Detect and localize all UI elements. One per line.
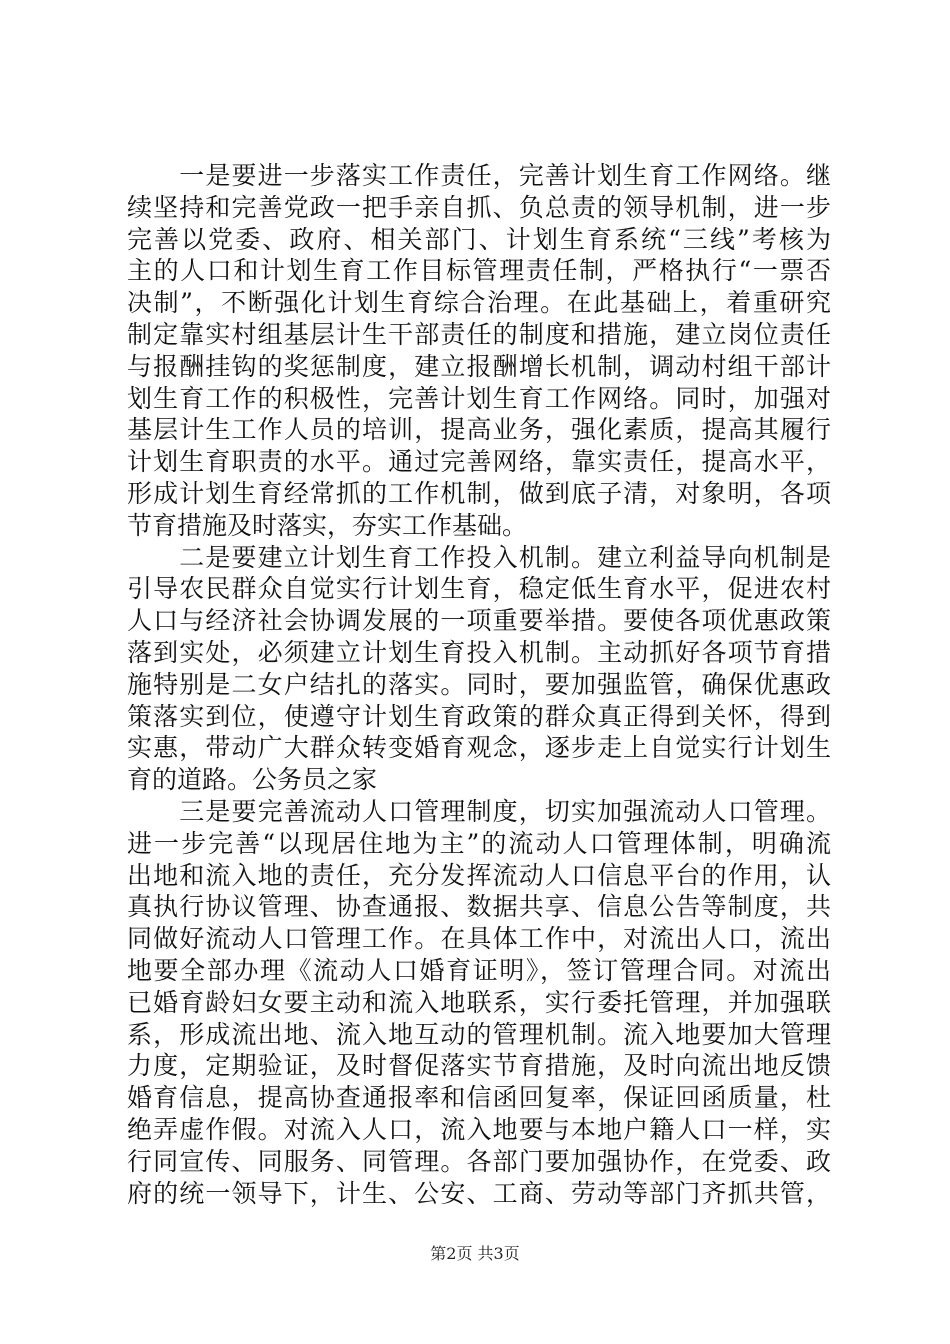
text-line: 与报酬挂钩的奖惩制度，建立报酬增长机制，调动村组干部计 bbox=[127, 351, 831, 381]
text-line: 主的人口和计划生育工作目标管理责任制，严格执行“一票否 bbox=[127, 256, 831, 286]
text-line: 婚育信息，提高协查通报率和信函回复率，保证回函质量，杜 bbox=[127, 1083, 831, 1113]
text-line: 行同宣传、同服务、同管理。各部门要加强协作，在党委、政 bbox=[127, 1146, 831, 1176]
text-line: 力度，定期验证，及时督促落实节育措施，及时向流出地反馈 bbox=[127, 1051, 831, 1081]
text-line: 决制”，不断强化计划生育综合治理。在此基础上，着重研究 bbox=[127, 288, 831, 318]
text-line: 落到实处，必须建立计划生育投入机制。主动抓好各项节育措 bbox=[127, 637, 831, 667]
text-line: 引导农民群众自觉实行计划生育，稳定低生育水平，促进农村 bbox=[127, 574, 831, 604]
text-line: 地要全部办理《流动人口婚育证明》，签订管理合同。对流出 bbox=[127, 955, 831, 985]
document-body bbox=[127, 160, 831, 1209]
text-line: 系，形成流出地、流入地互动的管理机制。流入地要加大管理 bbox=[127, 1019, 831, 1049]
text-line: 节育措施及时落实，夯实工作基础。 bbox=[127, 510, 528, 540]
text-line: 形成计划生育经常抓的工作机制，做到底子清，对象明，各项 bbox=[127, 478, 831, 508]
text-line: 计划生育职责的水平。通过完善网络，靠实责任，提高水平， bbox=[127, 447, 831, 477]
text-line: 同做好流动人口管理工作。在具体工作中，对流出人口，流出 bbox=[127, 924, 831, 954]
text-line: 一是要进一步落实工作责任，完善计划生育工作网络。继 bbox=[127, 161, 831, 190]
text-line: 真执行协议管理、协查通报、数据共享、信息公告等制度，共 bbox=[127, 892, 831, 922]
text-line: 制定靠实村组基层计生干部责任的制度和措施，建立岗位责任 bbox=[127, 319, 831, 349]
text-line: 施特别是二女户结扎的落实。同时，要加强监管，确保优惠政 bbox=[127, 669, 831, 699]
text-line: 进一步完善“以现居住地为主”的流动人口管理体制，明确流 bbox=[127, 828, 831, 858]
text-line: 人口与经济社会协调发展的一项重要举措。要使各项优惠政策 bbox=[127, 606, 831, 636]
text-line: 策落实到位，使遵守计划生育政策的群众真正得到关怀，得到 bbox=[127, 701, 831, 731]
text-line: 基层计生工作人员的培训，提高业务，强化素质，提高其履行 bbox=[127, 415, 831, 445]
text-line: 三是要完善流动人口管理制度，切实加强流动人口管理。 bbox=[127, 796, 831, 826]
text-line: 划生育工作的积极性，完善计划生育工作网络。同时，加强对 bbox=[127, 383, 831, 413]
text-line: 已婚育龄妇女要主动和流入地联系，实行委托管理，并加强联 bbox=[127, 987, 831, 1017]
text-line: 育的道路。公务员之家 bbox=[127, 765, 378, 795]
text-line: 实惠，带动广大群众转变婚育观念，逐步走上自觉实行计划生 bbox=[127, 733, 831, 763]
text-line: 续坚持和完善党政一把手亲自抓、负总责的领导机制，进一步 bbox=[127, 192, 831, 222]
text-line: 出地和流入地的责任，充分发挥流动人口信息平台的作用，认 bbox=[127, 860, 831, 890]
page-footer: 第2页 共3页 bbox=[430, 1244, 520, 1263]
text-line: 二是要建立计划生育工作投入机制。建立利益导向机制是 bbox=[127, 542, 831, 572]
text-line: 府的统一领导下，计生、公安、工商、劳动等部门齐抓共管， bbox=[127, 1178, 831, 1208]
text-line: 完善以党委、政府、相关部门、计划生育系统“三线”考核为 bbox=[127, 224, 831, 254]
text-line: 绝弄虚作假。对流入人口，流入地要与本地户籍人口一样，实 bbox=[127, 1114, 831, 1144]
